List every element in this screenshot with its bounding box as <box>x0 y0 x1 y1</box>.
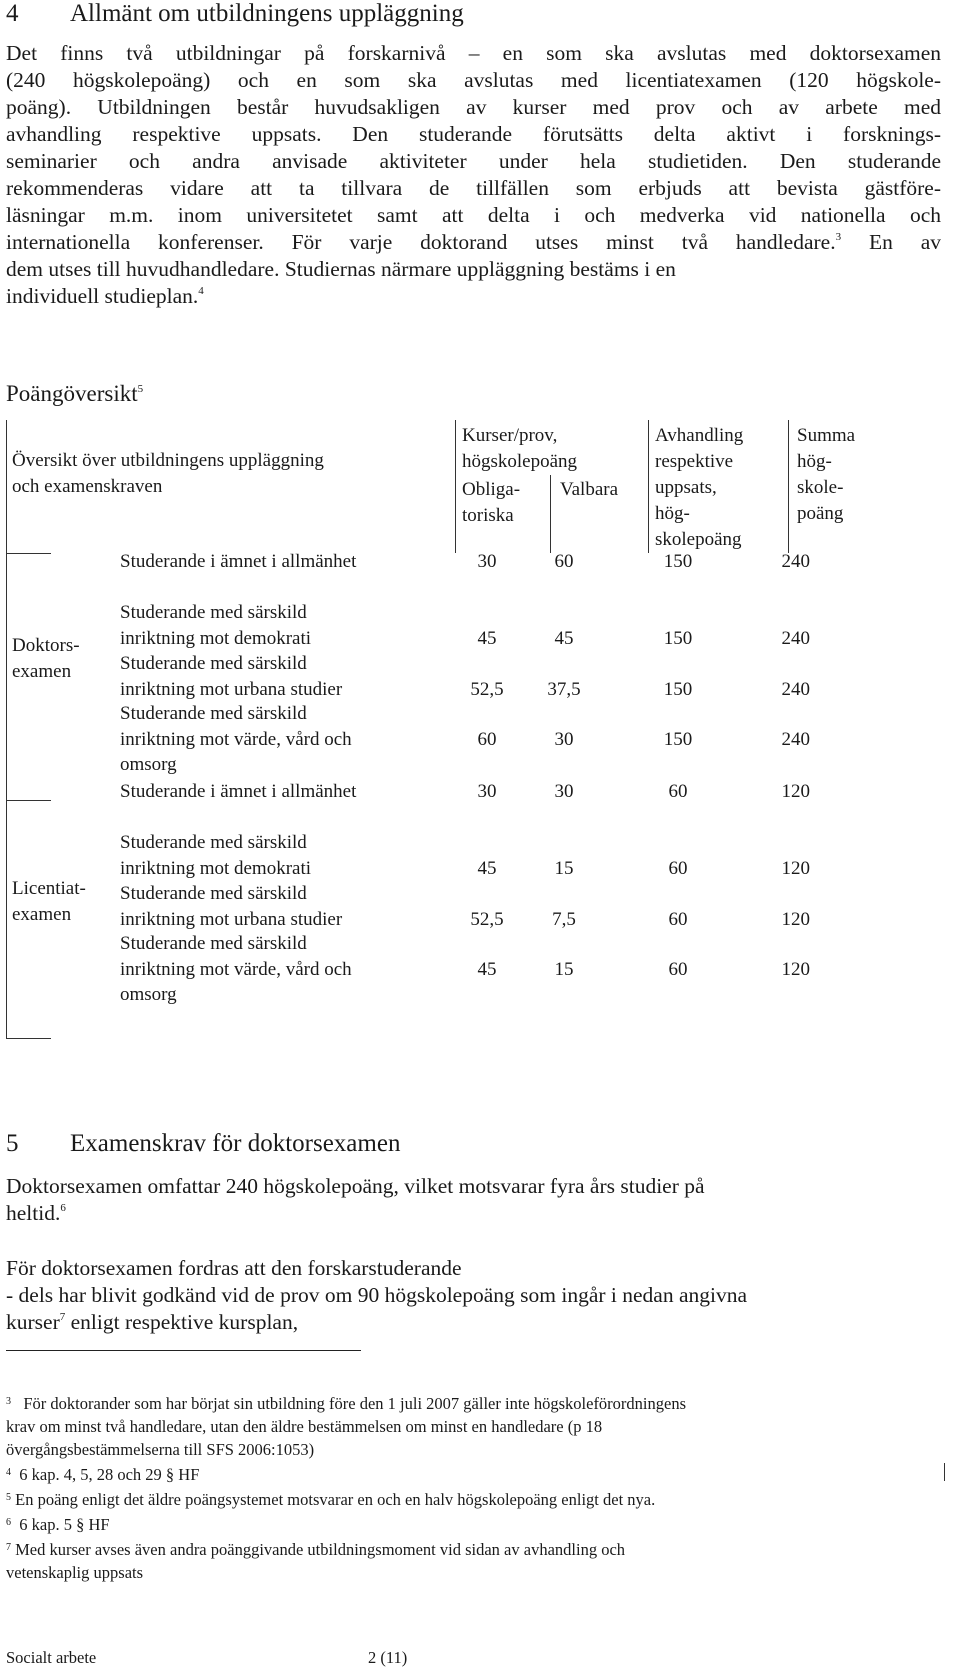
section-5-paragraph-1 <box>6 1173 941 1227</box>
para-text: kurser <box>6 1310 60 1334</box>
table-group-rule <box>6 800 51 801</box>
cell-oblig: 45 <box>477 857 497 879</box>
section-4-heading <box>6 0 464 28</box>
row-label: inriktning mot urbana studier <box>120 908 343 930</box>
footnote-mark: 5 <box>6 1492 11 1503</box>
para-line: poäng). Utbildningen består huvudsakligen av kurser med prov och av arbete med <box>6 95 941 119</box>
row-label: inriktning mot värde, vård och <box>120 728 352 750</box>
row-label: Studerande med särskild <box>120 832 307 853</box>
header-sum-line-4: poäng <box>797 503 844 524</box>
group-label-licentiat-line-1: Licentiat- <box>12 878 86 899</box>
row-label: inriktning mot urbana studier <box>120 678 343 700</box>
row-label: Studerande i ämnet i allmänhet <box>120 781 357 802</box>
row-label: inriktning mot demokrati <box>120 627 312 649</box>
cell-avh: 150 <box>663 678 693 700</box>
table-left-border <box>6 420 7 1038</box>
row-label: Studerande med särskild <box>120 933 307 954</box>
section-5-title: Examenskrav för doktorsexamen <box>70 1130 401 1157</box>
cell-oblig: 45 <box>477 958 497 980</box>
para-text: En av <box>841 230 942 254</box>
cell-sum: 120 <box>781 857 810 879</box>
cell-sum: 120 <box>781 958 810 980</box>
footnote-text: 6 kap. 4, 5, 28 och 29 § HF <box>19 1465 200 1484</box>
table-desc-line-2: och examenskraven <box>12 476 163 497</box>
para-line: dem utses till huvudhandledare. Studiernas närmare uppläggning bestäms i en <box>6 257 676 281</box>
para-line: För doktorsexamen fordras att den forskarstuderande <box>6 1256 462 1280</box>
cell-oblig: 52,5 <box>470 908 504 930</box>
cell-avh: 60 <box>668 958 688 980</box>
footnote-ref-5: 5 <box>137 383 144 395</box>
cell-valbara: 37,5 <box>547 678 581 700</box>
para-text: internationella konferenser. För varje doktorand utses minst två handledare. <box>6 230 836 254</box>
cell-avh: 60 <box>668 908 688 930</box>
row-label: inriktning mot värde, vård och <box>120 958 352 980</box>
footnote-ref-7: 7 <box>59 1311 66 1323</box>
footnote-ref-6: 6 <box>60 1202 66 1214</box>
footnote-mark: 4 <box>6 1467 11 1478</box>
para-line: avhandling respektive uppsats. Den studerande förutsätts delta aktivt i forsknings- <box>6 122 941 146</box>
para-line: Det finns två utbildningar på forskarnivå – en som ska avslutas med doktorsexamen <box>6 41 941 65</box>
cell-oblig: 60 <box>477 728 497 750</box>
header-oblig-line-2: toriska <box>462 505 514 526</box>
header-sum-line-3: skole- <box>797 477 844 498</box>
para-text: heltid. <box>6 1201 61 1225</box>
cell-sum: 240 <box>781 728 810 750</box>
group-label-doktors-line-2: examen <box>12 661 72 682</box>
footnote-3-cont: övergångsbestämmelserna till SFS 2006:1053) <box>6 1440 315 1459</box>
cell-oblig: 30 <box>477 551 497 572</box>
section-4-title: Allmänt om utbildningens uppläggning <box>70 0 464 27</box>
footnote-4 <box>6 1461 936 1486</box>
col-divider-summa <box>788 420 789 553</box>
cell-oblig: 30 <box>477 781 497 802</box>
group-label-licentiat-line-2: examen <box>12 904 72 925</box>
para-line: Doktorsexamen omfattar 240 högskolepoäng, vilket motsvarar fyra års studier på <box>6 1174 705 1198</box>
row-label: Studerande med särskild <box>120 883 307 904</box>
row-label: Studerande med särskild <box>120 602 307 623</box>
col-divider-valbara <box>550 475 551 553</box>
cell-valbara: 30 <box>554 781 574 802</box>
header-kurser-line-2: högskolepoäng <box>462 451 578 472</box>
cell-valbara: 15 <box>554 958 574 980</box>
section-5-paragraph-2 <box>6 1255 941 1336</box>
para-line <box>6 1200 941 1227</box>
footnote-5 <box>6 1486 936 1511</box>
change-bar <box>944 1463 945 1481</box>
para-line: seminarier och andra anvisade aktiviteter under hela studietiden. Den studerande <box>6 149 941 173</box>
footnote-mark: 6 <box>6 1517 11 1528</box>
footnote-3 <box>6 1390 936 1415</box>
footnote-mark: 7 <box>6 1542 11 1553</box>
header-avh-line-5: skolepoäng <box>655 529 742 550</box>
header-sum-line-1: Summa <box>797 425 856 446</box>
group-label-doktors-line-1: Doktors- <box>12 635 80 656</box>
cell-avh: 150 <box>663 551 693 572</box>
para-line <box>6 229 941 256</box>
section-4-paragraph <box>6 40 941 310</box>
header-oblig-line-1: Obliga- <box>462 479 521 500</box>
points-heading <box>6 381 143 407</box>
row-label: Studerande med särskild <box>120 703 307 724</box>
footnote-3-cont: krav om minst två handledare, utan den äldre bestämmelsen om minst en handledare (p 18 <box>6 1417 603 1436</box>
footnote-text: För doktorander som har börjat sin utbildning före den 1 juli 2007 gäller inte högskoleförordningens <box>23 1394 687 1413</box>
footer-page-number: 2 (11) <box>368 1648 408 1667</box>
header-valbara: Valbara <box>560 479 619 500</box>
para-line <box>6 1309 941 1336</box>
header-avh-line-3: uppsats, <box>655 477 717 498</box>
footnote-7-cont: vetenskaplig uppsats <box>6 1563 144 1582</box>
table-bottom-rule <box>6 1038 51 1039</box>
cell-avh: 150 <box>663 728 693 750</box>
para-line: läsningar m.m. inom universitetet samt att delta i och medverka vid nationella och <box>6 203 941 227</box>
cell-avh: 150 <box>663 627 693 649</box>
footnote-7 <box>6 1536 936 1561</box>
section-4-number: 4 <box>6 0 19 27</box>
row-label: omsorg <box>120 984 177 1005</box>
cell-valbara: 30 <box>554 728 574 750</box>
cell-sum: 240 <box>781 678 810 700</box>
cell-oblig: 52,5 <box>470 678 504 700</box>
cell-sum: 120 <box>781 908 810 930</box>
para-line: rekommenderas vidare att ta tillvara de tillfällen som erbjuds att bevista gästföre- <box>6 176 941 200</box>
footnote-mark: 3 <box>6 1396 11 1407</box>
para-line: - dels har blivit godkänd vid de prov om 90 högskolepoäng som ingår i nedan angivna <box>6 1283 748 1307</box>
cell-avh: 60 <box>668 781 688 802</box>
row-label: Studerande i ämnet i allmänhet <box>120 551 357 572</box>
header-avh-line-2: respektive <box>655 451 734 472</box>
cell-valbara: 7,5 <box>552 908 576 930</box>
footnote-text: Med kurser avses även andra poänggivande utbildningsmoment vid sidan av avhandling och <box>15 1540 626 1559</box>
header-kurser-line-1: Kurser/prov, <box>462 425 558 446</box>
para-text: enligt respektive kursplan, <box>65 1310 299 1334</box>
cell-valbara: 45 <box>554 627 574 649</box>
footnote-ref-4: 4 <box>198 285 204 297</box>
header-avh-line-4: hög- <box>655 503 690 524</box>
section-5-number: 5 <box>6 1130 19 1157</box>
table-desc-line-1: Översikt över utbildningens uppläggning <box>12 450 324 471</box>
col-divider-kurser <box>455 420 456 553</box>
cell-sum: 120 <box>781 781 810 802</box>
cell-sum: 240 <box>781 627 810 649</box>
cell-oblig: 45 <box>477 627 497 649</box>
footer-left: Socialt arbete <box>6 1648 97 1667</box>
footnote-text: 6 kap. 5 § HF <box>19 1515 110 1534</box>
footnotes <box>6 1390 936 1584</box>
footnote-ref-3: 3 <box>835 231 842 243</box>
cell-valbara: 60 <box>554 551 574 572</box>
row-label: omsorg <box>120 754 177 775</box>
para-line <box>6 283 941 310</box>
para-line: (240 högskolepoäng) och en som ska avslutas med licentiatexamen (120 högskole- <box>6 68 941 92</box>
header-sum-line-2: hög- <box>797 451 832 472</box>
table-header-rule <box>6 553 51 554</box>
section-5-heading <box>6 1130 400 1158</box>
header-avh-line-1: Avhandling <box>655 425 744 446</box>
row-label: Studerande med särskild <box>120 653 307 674</box>
cell-avh: 60 <box>668 857 688 879</box>
footnote-text: En poäng enligt det äldre poängsystemet motsvarar en och en halv högskolepoäng enligt det nya. <box>15 1490 656 1509</box>
points-heading-text: Poängöversikt <box>6 381 138 406</box>
cell-sum: 240 <box>781 551 810 572</box>
footnote-separator <box>6 1350 361 1351</box>
para-text: individuell studieplan. <box>6 284 199 308</box>
row-label: inriktning mot demokrati <box>120 857 312 879</box>
cell-valbara: 15 <box>554 857 574 879</box>
col-divider-avh <box>648 420 649 553</box>
footnote-6 <box>6 1511 936 1536</box>
